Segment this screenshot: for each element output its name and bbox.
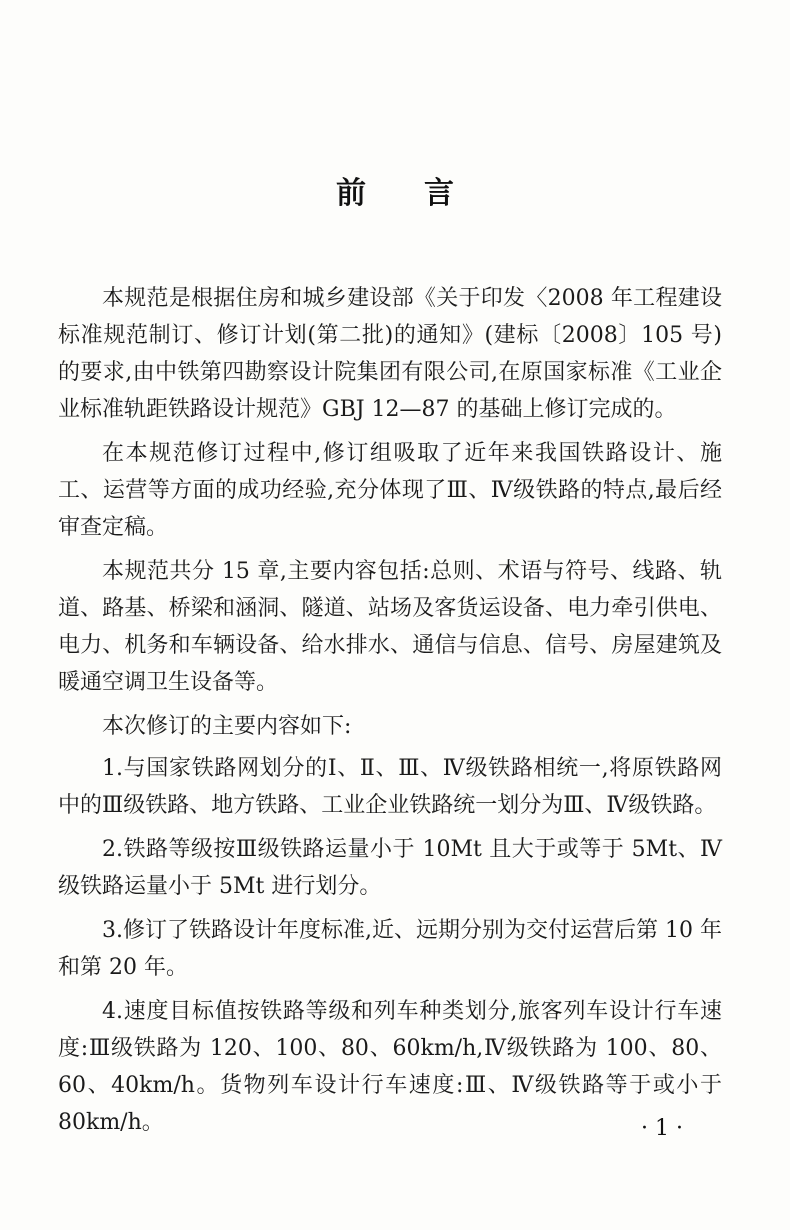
list-item-3: 3.修订了铁路设计年度标准,近、远期分别为交付运营后第 10 年和第 20 年。: [58, 918, 722, 980]
paragraph-chapters: 本规范共分 15 章,主要内容包括:总则、术语与符号、线路、轨道、路基、桥梁和涵洞、隧道、站场及客货运设备、电力牵引供电、电力、机务和车辆设备、给水排水、通信与信息、信号、房屋建筑及暖通空调卫生设备等。: [58, 559, 722, 695]
page-number: · 1 ·: [641, 1116, 683, 1141]
page-title: 前言: [336, 176, 512, 211]
list-item-2: 2.铁路等级按Ⅲ级铁路运量小于 10Mt 且大于或等于 5Mt、Ⅳ级铁路运量小于 5Mt 进行划分。: [58, 837, 722, 899]
list-item-4: 4.速度目标值按铁路等级和列车种类划分,旅客列车设计行车速度:Ⅲ级铁路为 120、100、80、60km/h,Ⅳ级铁路为 100、80、60、40km/h。货物列车设计行车速度:Ⅲ、Ⅳ级铁路等于或小于 80km/h。: [58, 999, 722, 1135]
paragraph-revision-intro: 本次修订的主要内容如下:: [102, 714, 352, 739]
paragraph-origin: 本规范是根据住房和城乡建设部《关于印发〈2008 年工程建设标准规范制订、修订计划(第二批)的通知》(建标〔2008〕105 号)的要求,由中铁第四勘察设计院集团有限公司,在原国家标准《工业企业标准轨距铁路设计规范》GBJ 12—87 的基础上修订完成的。: [58, 286, 722, 422]
list-item-1: 1.与国家铁路网划分的Ⅰ、Ⅱ、Ⅲ、Ⅳ级铁路相统一,将原铁路网中的Ⅲ级铁路、地方铁路、工业企业铁路统一划分为Ⅲ、Ⅳ级铁路。: [58, 756, 722, 818]
paragraph-process: 在本规范修订过程中,修订组吸取了近年来我国铁路设计、施工、运营等方面的成功经验,充分体现了Ⅲ、Ⅳ级铁路的特点,最后经审查定稿。: [58, 441, 722, 540]
body-text: [58, 280, 722, 1148]
